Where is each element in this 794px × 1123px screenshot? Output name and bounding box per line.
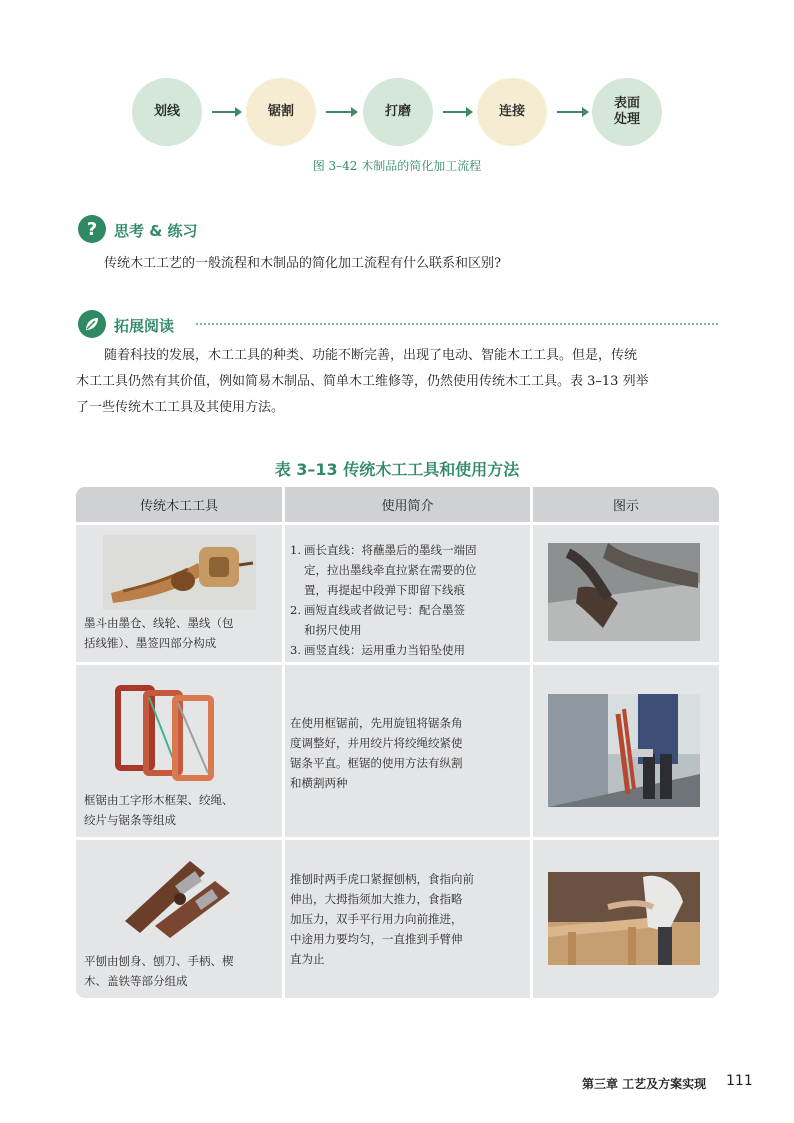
- row-divider: [76, 662, 719, 665]
- flow-step-joining: 连接: [477, 78, 547, 146]
- tool-desc-frame-saw: 框锯由工字形木框架、绞绳、 绞片与锯条等组成: [84, 793, 234, 827]
- flow-arrow-icon: [212, 111, 240, 113]
- usage-plane: 推刨时两手虎口紧握刨柄，食指向前 伸出，大拇指须加大推力，食指略 加压力，双手平行用力向前推进， 中途用力要均匀，一直推到手臂伸 直为止: [290, 872, 474, 966]
- row-divider: [76, 837, 719, 840]
- ink-marker-image: [103, 535, 256, 610]
- reading-line-2: 木工工具仍然有其价值，例如简易木制品、简单木工维修等，仍然使用传统木工工具。表 3–13 列举: [76, 374, 649, 389]
- header-usage: 使用简介: [285, 487, 530, 522]
- usage-item: 3. 画竖直线：运用重力当铅坠使用: [290, 643, 465, 657]
- column-divider: [530, 487, 533, 998]
- ink-marker-usage-photo: [548, 543, 700, 641]
- flow-arrow-icon: [557, 111, 587, 113]
- leaf-icon: [83, 315, 101, 333]
- column-divider: [282, 487, 285, 998]
- plane-usage-photo: [548, 872, 700, 965]
- process-flow-chart: [132, 78, 662, 146]
- row-divider: [76, 522, 719, 525]
- usage-item: 2. 画短直线或者做记号：配合墨签 和拐尺使用: [290, 603, 465, 637]
- footer-chapter: 第三章 工艺及方案实现: [582, 1077, 707, 1091]
- flow-arrow-icon: [443, 111, 471, 113]
- header-tool: 传统木工工具: [76, 487, 282, 522]
- usage-frame-saw: 在使用框锯前，先用旋钮将锯条角 度调整好，并用绞片将绞绳绞紧使 锯条平直。框锯的使用方法有纵割 和横割两种: [290, 716, 463, 790]
- think-question: 传统木工工艺的一般流程和木制品的简化加工流程有什么联系和区别?: [104, 256, 501, 271]
- table-title: 表 3–13 传统木工工具和使用方法: [274, 460, 520, 479]
- tools-table: [76, 487, 719, 998]
- tool-desc-ink-marker: 墨斗由墨仓、线轮、墨线（包 括线锥）、墨签四部分构成: [84, 616, 234, 650]
- plane-tool-image: [120, 851, 240, 941]
- flow-step-sanding: 打磨: [363, 78, 433, 146]
- reading-leaf-icon: [78, 310, 106, 338]
- question-icon: ?: [78, 215, 106, 243]
- think-practice-title: 思考 & 练习: [114, 222, 198, 240]
- flow-step-finishing: 表面 处理: [592, 78, 662, 146]
- frame-saw-image: [110, 683, 250, 783]
- header-illustration: 图示: [533, 487, 719, 522]
- reading-line-3: 了一些传统木工工具及其使用方法。: [76, 400, 285, 415]
- flow-step-marking: 划线: [132, 78, 202, 146]
- flow-arrow-icon: [326, 111, 356, 113]
- tool-desc-plane: 平刨由刨身、刨刀、手柄、楔 木、盖铁等部分组成: [84, 954, 234, 988]
- extended-reading-title: 拓展阅读: [114, 317, 175, 335]
- flow-step-sawing: 锯割: [246, 78, 316, 146]
- reading-line-1: 随着科技的发展，木工工具的种类、功能不断完善，出现了电动、智能木工工具。但是，传统: [104, 348, 638, 363]
- usage-item: 1. 画长直线：将蘸墨后的墨线一端固 定，拉出墨线牵直拉紧在需要的位 置，再提起中段弹下即留下线痕: [290, 543, 477, 597]
- figure-caption: 图 3–42 木制品的简化加工流程: [312, 159, 482, 173]
- page-number: 111: [726, 1073, 753, 1089]
- section-divider: [196, 323, 718, 325]
- frame-saw-usage-photo: [548, 694, 700, 807]
- usage-ink-marker: [290, 540, 526, 660]
